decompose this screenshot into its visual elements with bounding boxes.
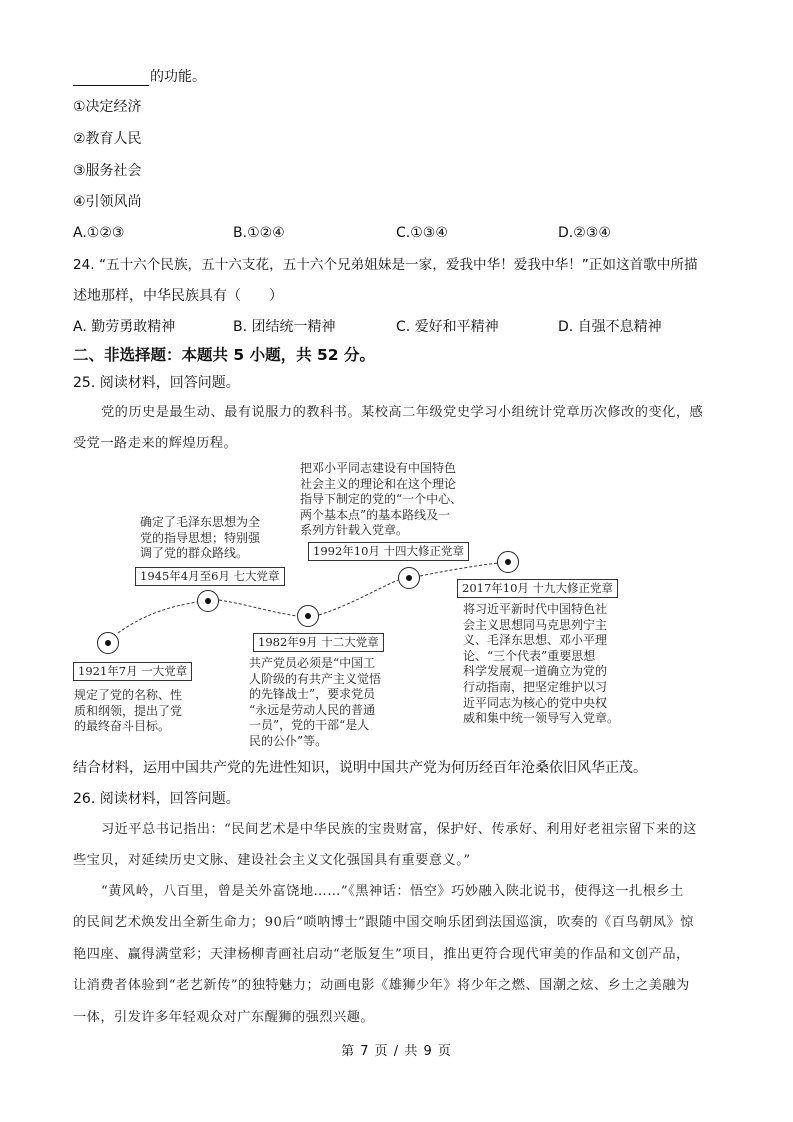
desc-line: 会主义思想同马克思列宁主 — [463, 617, 608, 632]
q23-item-3: ③服务社会 — [73, 163, 142, 179]
timeline-label-1945: 1945年4月至6月 七大党章 — [135, 567, 285, 586]
desc-line: 把邓小平同志建设有中国特色 — [300, 461, 457, 475]
timeline-node-1992 — [398, 567, 420, 589]
option-letter: A. — [73, 319, 87, 335]
desc-line: 一员”，党的干部“是人 — [249, 718, 370, 733]
q26-para2-line1: “黄风岭，八百里，曾是关外富饶地……”《黑神话：悟空》巧妙融入陕北说书，使得这一扎根乡土 — [101, 884, 684, 899]
desc-line: 系列方针载入党章。 — [300, 523, 409, 538]
q26-title: 26. 阅读材料，回答问题。 — [73, 791, 240, 807]
desc-line: 威和集中统一领导写入党章。 — [463, 711, 620, 726]
desc-line: 确定了毛泽东思想为全 — [140, 515, 261, 529]
option-text: ①②③ — [86, 225, 125, 241]
option-letter: C. — [396, 319, 411, 335]
page-number: 第 7 页 / 共 9 页 — [341, 1044, 452, 1059]
q26-para2-line5: 一体，引发许多年轻观众对广东醒狮的强烈兴趣。 — [73, 1010, 375, 1025]
q25-material-line2: 受党一路走来的辉煌历程。 — [73, 436, 238, 451]
q25-material-line1: 党的历史是最生动、最有说服力的教科书。某校高二年级党史学习小组统计党章历次修改的变化，感 — [101, 405, 704, 420]
option-text: ①②④ — [247, 225, 285, 241]
desc-line: 义、毛泽东思想、邓小平理 — [463, 633, 608, 648]
timeline-desc-2017 — [463, 602, 619, 727]
option-letter: C. — [396, 225, 411, 241]
desc-line: “永远是劳动人民的普通 — [249, 702, 376, 717]
desc-line: 党的指导思想；特别强 — [140, 530, 261, 545]
q26-para2-line2: 的民间艺术焕发出全新生命力；90后“唢呐博士”跟随中国交响乐团到法国巡演，吹奏的《百鸟朝凤》惊 — [73, 915, 694, 930]
option-text: ①③④ — [410, 225, 448, 241]
q26-para1-line1: 习近平总书记指出：“民间艺术是中华民族的宝贵财富，保护好、传承好、利用好老祖宗留下来的这 — [101, 822, 697, 837]
timeline-desc-1992 — [300, 461, 462, 539]
q25-title: 25. 阅读材料，回答问题。 — [73, 375, 240, 391]
desc-line: 共产党员必须是“中国工 — [249, 656, 376, 670]
desc-line: 将习近平新时代中国特色社 — [463, 602, 608, 616]
option-letter: D. — [558, 319, 574, 335]
timeline-node-1982 — [297, 605, 319, 627]
q26-para2-line4: 让消费者体验到“老艺新传”的独特魅力；动画电影《雄狮少年》将少年之燃、国潮之炫、乡土之美融为 — [73, 978, 690, 993]
section-heading: 二、非选择题：本题共 5 小题，共 52 分。 — [73, 346, 375, 364]
desc-line: 规定了党的名称、性 — [74, 688, 183, 702]
desc-line: 的最终奋斗目标。 — [74, 719, 171, 734]
desc-line: 两个基本点”的基本路线及一 — [300, 507, 451, 522]
timeline-label-2017: 2017年10月 十九大修正党章 — [457, 579, 618, 598]
desc-line: 社会主义的理论和在这个理论 — [300, 476, 457, 491]
timeline-node-2017 — [497, 551, 519, 573]
timeline-node-1921 — [97, 632, 119, 654]
q23-stem-suffix: 的功能。 — [150, 69, 206, 85]
desc-line: 论、“三个代表”重要思想 — [463, 648, 596, 663]
timeline-node-1945 — [197, 590, 219, 612]
option-text: 自强不息精神 — [577, 319, 662, 335]
timeline-label-1982: 1982年9月 十二大党章 — [253, 633, 384, 652]
desc-line: 科学发展观一道确立为党的 — [463, 664, 608, 679]
option-letter: B. — [233, 225, 248, 241]
q23-item-2: ②教育人民 — [73, 131, 142, 147]
q25-question: 结合材料，运用中国共产党的先进性知识，说明中国共产党为何历经百年沧桑依旧风华正茂。 — [73, 760, 647, 776]
option-letter: D. — [558, 225, 574, 241]
q23-item-1: ①决定经济 — [73, 99, 142, 115]
timeline-label-1992: 1992年10月 十四大修正党章 — [308, 542, 469, 561]
timeline-desc-1921 — [74, 688, 182, 735]
desc-line: 的先锋战士”，要求党员 — [249, 687, 376, 702]
desc-line: 近平同志为核心的党中央权 — [463, 695, 608, 710]
option-text: 团结统一精神 — [251, 319, 336, 335]
q23-item-4: ④引领风尚 — [73, 194, 142, 210]
option-text: ②③④ — [573, 225, 611, 241]
timeline-desc-1945 — [140, 515, 260, 562]
option-letter: A. — [73, 225, 87, 241]
option-text: 爱好和平精神 — [414, 319, 499, 335]
desc-line: 调了党的群众路线。 — [140, 546, 249, 561]
desc-line: 人阶级的有共产主义觉悟 — [249, 671, 382, 686]
q24-stem-line1: 24. “五十六个民族，五十六支花，五十六个兄弟姐妹是一家，爱我中华！爱我中华！”正如这首歌中所描 — [73, 257, 698, 273]
option-text: 勤劳勇敢精神 — [91, 319, 176, 335]
desc-line: 行动指南，把坚定维护以习 — [463, 679, 608, 694]
q26-para1-line2: 些宝贝，对延续历史文脉、建设社会主义文化强国具有重要意义。” — [73, 853, 471, 868]
desc-line: 民的公仆”等。 — [249, 733, 328, 748]
q26-para2-line3: 艳四座、赢得满堂彩；天津杨柳青画社启动“老版复生”项目，推出更符合现代审美的作品和文创产品， — [73, 947, 690, 962]
option-letter: B. — [233, 319, 248, 335]
desc-line: 指导下制定的党的“一个中心、 — [300, 492, 463, 507]
q24-stem-line2: 述地那样，中华民族具有（ ） — [73, 288, 283, 304]
timeline-label-1921: 1921年7月 一大党章 — [73, 662, 192, 681]
desc-line: 质和纲领，提出了党 — [74, 703, 183, 718]
timeline-desc-1982 — [249, 656, 381, 750]
